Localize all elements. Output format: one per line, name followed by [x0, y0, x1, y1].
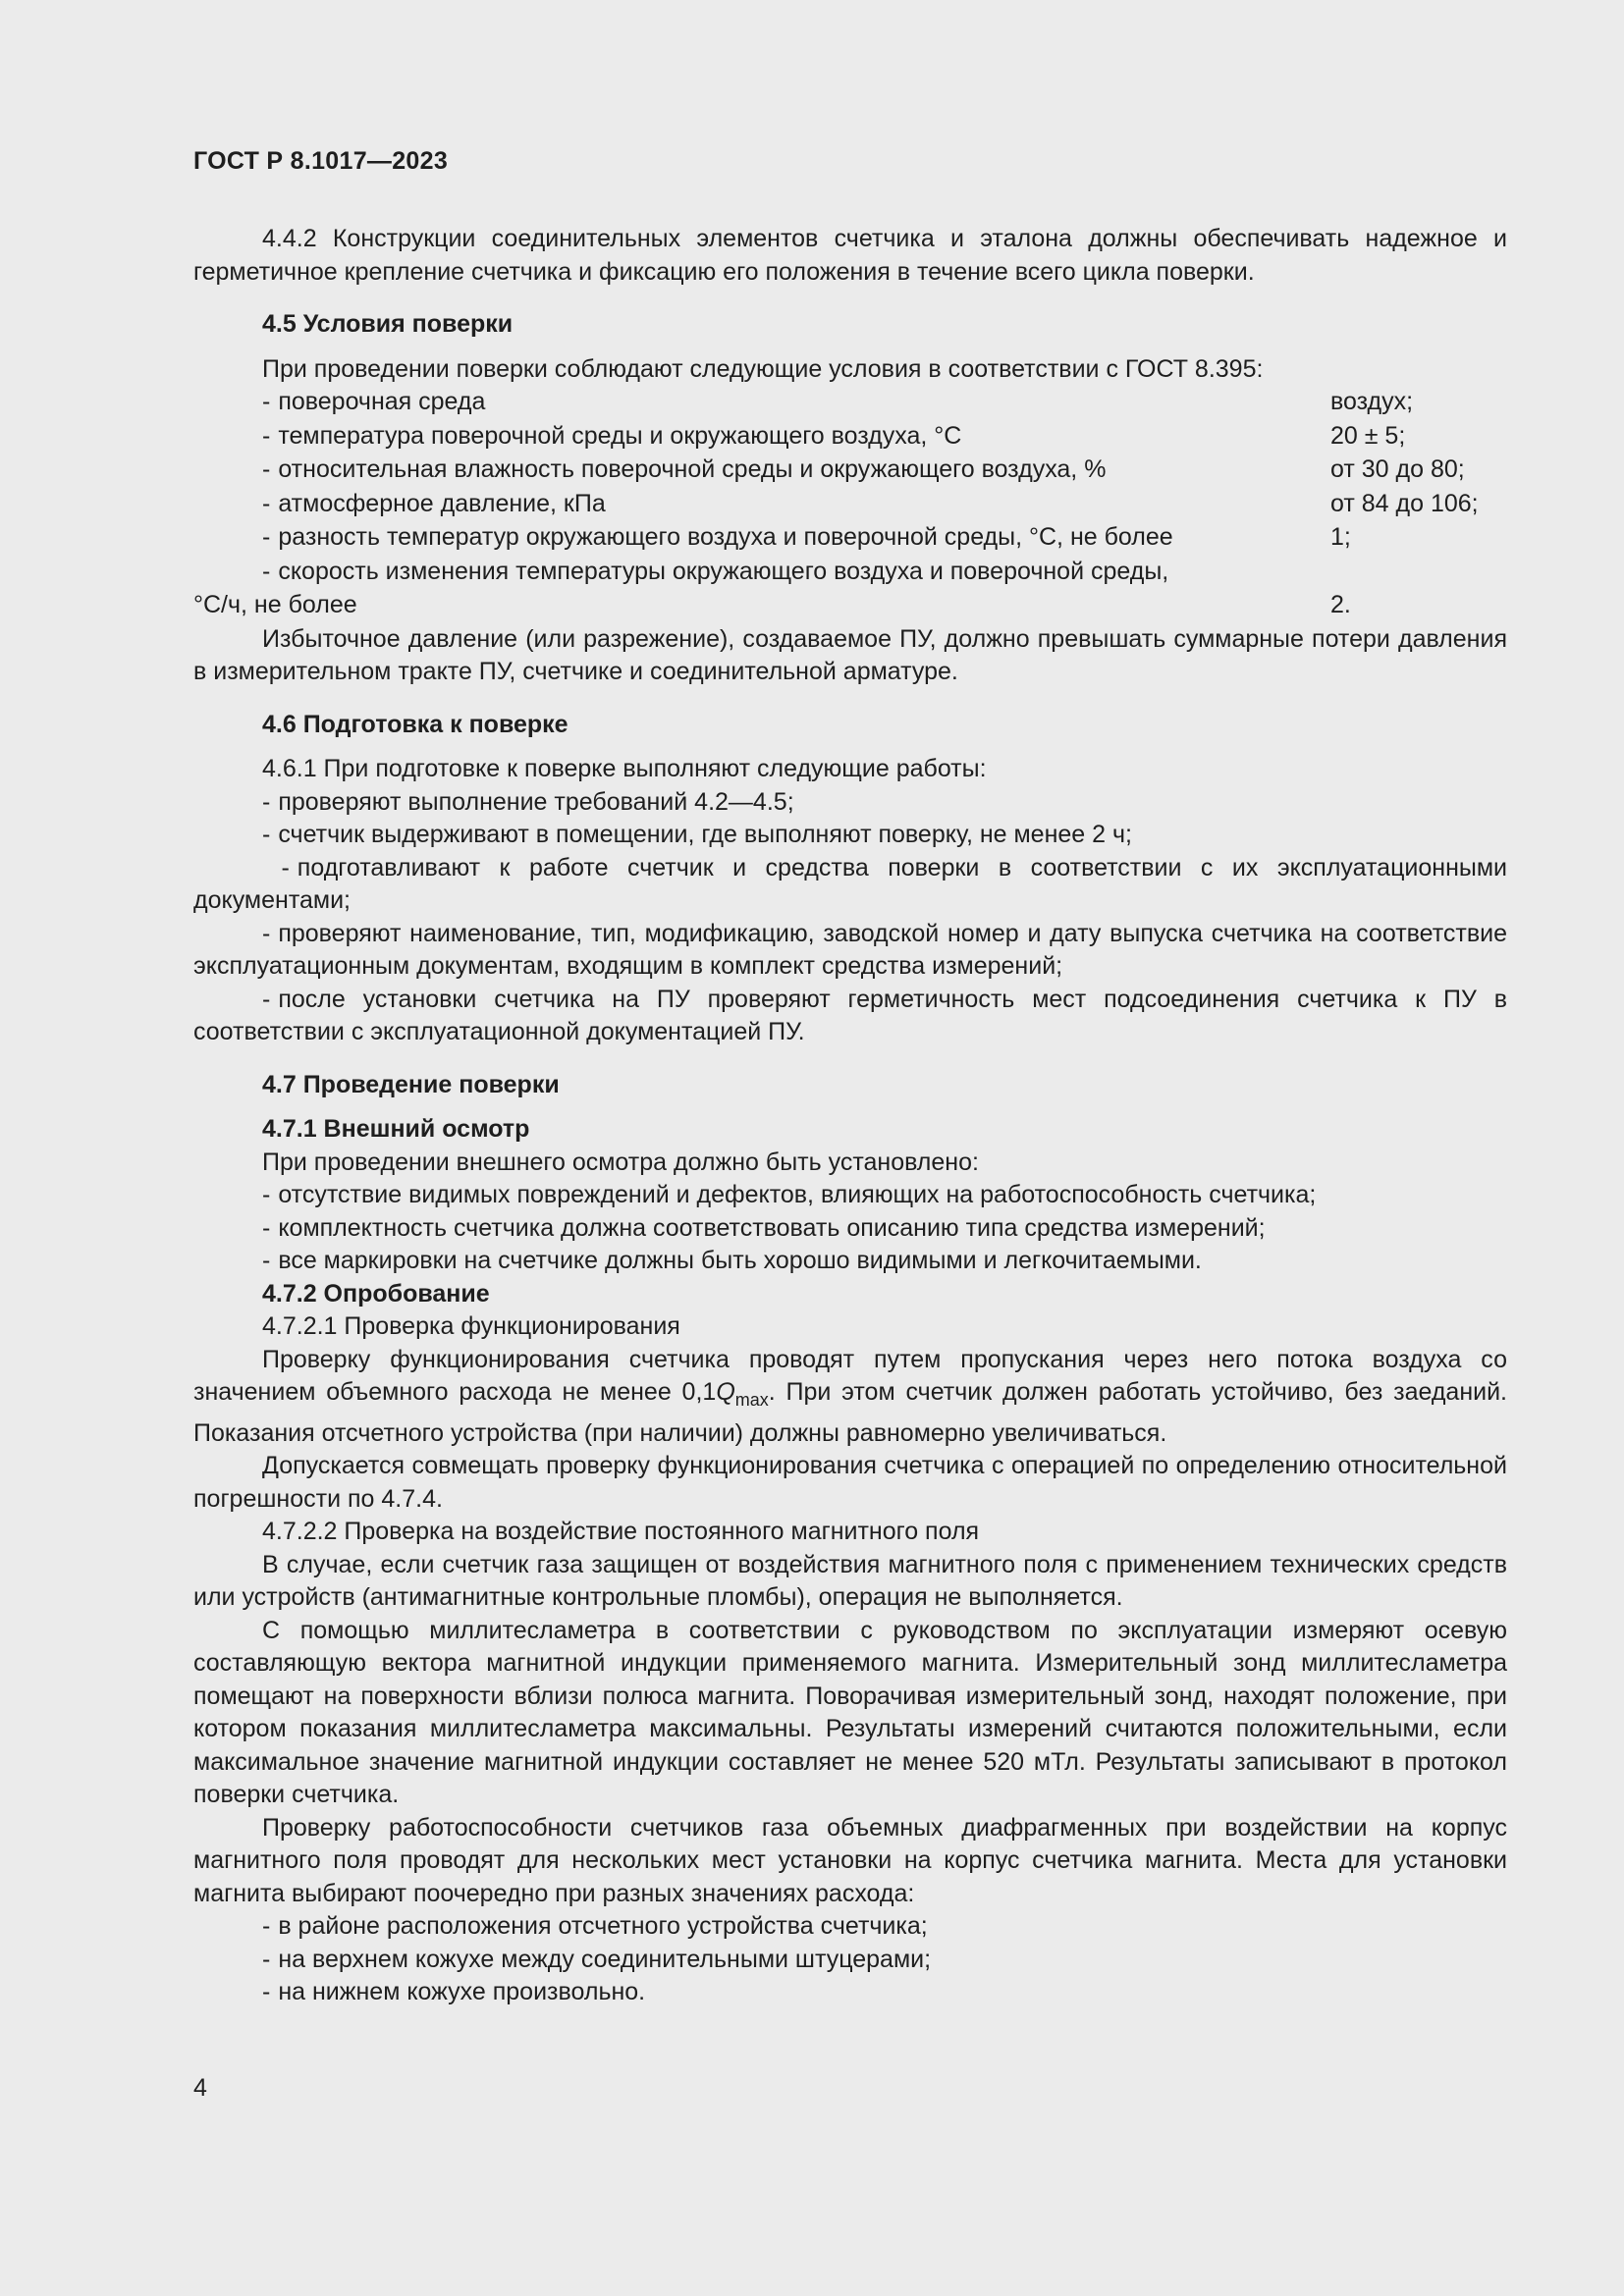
- q-symbol: Q: [716, 1378, 735, 1406]
- condition-label: атмосферное давление, кПа: [278, 489, 606, 517]
- list-item: - комплектность счетчика должна соответствовать описанию типа средства измерений;: [262, 1213, 1266, 1242]
- inspection-intro: При проведении внешнего осмотра должно быть установлено:: [262, 1148, 979, 1176]
- condition-value: 1;: [1330, 523, 1351, 551]
- magnetic-paragraph-1: В случае, если счетчик газа защищен от воздействия магнитного поля с применением технических средств или устройств (антимагнитные контрольные пломбы), операция не выполняется.: [193, 1550, 1507, 1611]
- list-item: - отсутствие видимых повреждений и дефектов, влияющих на работоспособность счетчика;: [262, 1181, 1317, 1208]
- condition-label: поверочная среда: [278, 388, 486, 415]
- list-item: - после установки счетчика на ПУ проверяют герметичность мест подсоединения счетчика к ПУ в соответствии с эксплуатационной документацией ПУ.: [193, 985, 1507, 1045]
- heading-4-7-1: 4.7.1 Внешний осмотр: [262, 1115, 530, 1143]
- condition-label: температура поверочной среды и окружающего воздуха, °С: [278, 421, 962, 450]
- list-item: - счетчик выдерживают в помещении, где выполняют поверку, не менее 2 ч;: [262, 821, 1132, 848]
- condition-label: разность температур окружающего воздуха и поверочной среды, °С, не более: [278, 523, 1173, 551]
- pressure-note: Избыточное давление (или разрежение), создаваемое ПУ, должно превышать суммарные потери давления в измерительном тракте ПУ, счетчике и соединительной арматуре.: [193, 624, 1507, 685]
- condition-value: 2.: [1330, 591, 1351, 618]
- page-content: [193, 223, 1507, 2009]
- magnetic-paragraph-3: Проверку работоспособности счетчиков газа объемных диафрагменных при воздействии на корпус магнитного поля проводят для нескольких мест установки на корпус счетчика магнита. Места для установки магнита выбирают поочередно при разных значениях расхода:: [193, 1813, 1507, 1907]
- q-subscript: max: [734, 1390, 769, 1410]
- prep-intro: 4.6.1 При подготовке к поверке выполняют следующие работы:: [262, 755, 987, 782]
- condition-value: воздух;: [1330, 388, 1414, 415]
- heading-4-5: 4.5 Условия поверки: [262, 310, 514, 338]
- functioning-paragraph: Проверку функционирования счетчика проводят путем пропускания через него потока воздуха со значением объемного расхода не менее $0,1Q_{max}$. При этом счетчик должен работать устойчиво, без заеданий. Показания отсчетного устройства (при наличии) должны равномерно увеличиваться.: [193, 1345, 1507, 1447]
- condition-label: скорость изменения температуры окружающего воздуха и поверочной среды,: [278, 557, 1169, 585]
- document-id: ГОСТ Р 8.1017—2023: [193, 147, 449, 175]
- list-item: - проверяют наименование, тип, модификацию, заводской номер и дату выпуска счетчика на соответствие эксплуатационным документам, входящим в комплект средства измерений;: [193, 919, 1507, 980]
- list-item: - проверяют выполнение требований 4.2—4.5;: [262, 787, 794, 816]
- condition-row: - атмосферное давление, кПа от 84 до 106;: [193, 488, 1507, 522]
- condition-row-multiline: - скорость изменения температуры окружающего воздуха и поверочной среды,: [262, 557, 1169, 585]
- list-item: - на нижнем кожухе произвольно.: [262, 1978, 646, 2005]
- condition-value: 20 ± 5;: [1330, 421, 1406, 450]
- condition-value: от 84 до 106;: [1330, 489, 1479, 517]
- condition-row-continuation: [193, 589, 1507, 623]
- heading-4-7-2-2: 4.7.2.2 Проверка на воздействие постоянного магнитного поля: [262, 1518, 980, 1545]
- heading-4-6: 4.6 Подготовка к поверке: [262, 710, 568, 738]
- heading-4-7-2-1: 4.7.2.1 Проверка функционирования: [262, 1312, 680, 1340]
- heading-4-7: 4.7 Проведение поверки: [262, 1070, 560, 1098]
- condition-row: - температура поверочной среды и окружающего воздуха, °С 20 ± 5;: [193, 420, 1507, 454]
- condition-row: - поверочная среда воздух;: [193, 386, 1507, 420]
- list-item: - подготавливают к работе счетчик и средства поверки в соответствии с их эксплуатационными документами;: [193, 853, 1507, 914]
- functioning-note: Допускается совмещать проверку функционирования счетчика с операцией по определению относительной погрешности по 4.7.4.: [193, 1452, 1507, 1513]
- list-item: - все маркировки на счетчике должны быть хорошо видимыми и легкочитаемыми.: [262, 1247, 1202, 1274]
- list-item: - в районе расположения отсчетного устройства счетчика;: [262, 1912, 928, 1940]
- condition-value: от 30 до 80;: [1330, 455, 1465, 483]
- condition-label: °С/ч, не более: [193, 591, 357, 618]
- list-item: - на верхнем кожухе между соединительными штуцерами;: [262, 1945, 932, 1973]
- condition-row: - относительная влажность поверочной среды и окружающего воздуха, % от 30 до 80;: [193, 454, 1507, 488]
- conditions-intro: При проведении поверки соблюдают следующие условия в соответствии с ГОСТ 8.395:: [262, 354, 1264, 383]
- paragraph-4-4-2: 4.4.2 Конструкции соединительных элементов счетчика и эталона должны обеспечивать надежное и герметичное крепление счетчика и фиксацию его положения в течение всего цикла поверки.: [193, 225, 1507, 286]
- condition-label: относительная влажность поверочной среды и окружающего воздуха, %: [278, 455, 1107, 483]
- page-number: 4: [193, 2074, 207, 2102]
- magnetic-paragraph-2: С помощью миллитесламетра в соответствии с руководством по эксплуатации измеряют осевую составляющую вектора магнитной индукции применяемого магнита. Измерительный зонд миллитесламетра помещают на поверхности вблизи полюса магнита. Поворачивая измерительный зонд, находят положение, при котором показания миллитесламетра максимальны. Результаты измерений считаются положительными, если максимальное значение магнитной индукции составляет не менее 520 мТл. Результаты записывают в протокол поверки счетчика.: [193, 1616, 1507, 1808]
- heading-4-7-2: 4.7.2 Опробование: [262, 1279, 490, 1308]
- condition-row: - разность температур окружающего воздуха и поверочной среды, °С, не более 1;: [193, 521, 1507, 556]
